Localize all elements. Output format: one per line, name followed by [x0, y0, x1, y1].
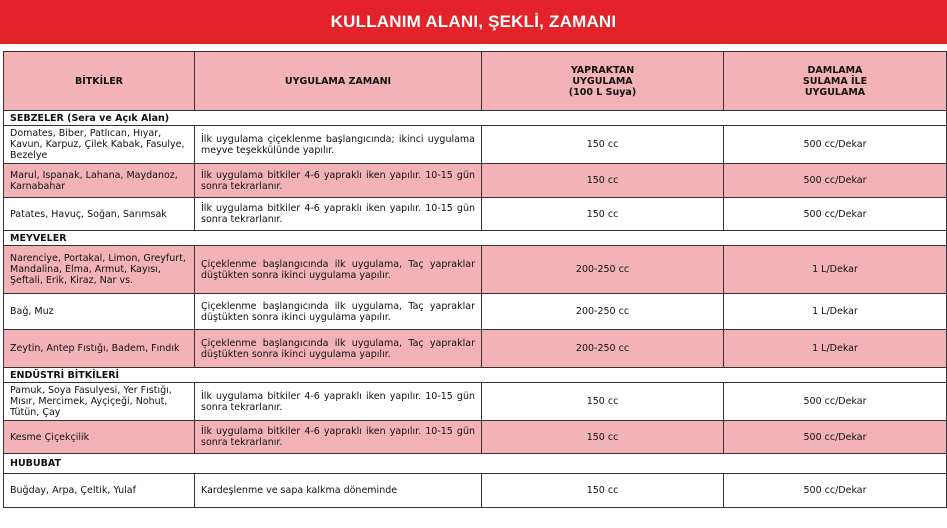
drip-dose-cell: 500 cc/Dekar: [724, 198, 947, 231]
table-row: [4, 474, 947, 508]
table-header-row: [4, 52, 947, 111]
header-leaf-line3: (100 L Suya): [568, 86, 637, 98]
leaf-dose-cell: 150 cc: [482, 164, 724, 198]
time-cell: İlk uygulama bitkiler 4-6 yapraklı iken yapılır. 10-15 gün sonra tekrarlanır.: [195, 198, 482, 231]
category-hububat: HUBUBAT: [4, 454, 947, 474]
table-row: [4, 126, 947, 164]
header-leaf-line1: YAPRAKTAN: [570, 64, 635, 76]
table-row: [4, 330, 947, 368]
table-row: [4, 246, 947, 294]
time-cell: İlk uygulama bitkiler 4-6 yapraklı iken yapılır. 10-15 gün sonra tekrarlanır.: [195, 383, 482, 421]
plants-cell: Marul, Ispanak, Lahana, Maydanoz, Karnabahar: [4, 164, 195, 198]
table-row: [4, 294, 947, 330]
time-cell: Çiçeklenme başlangıcında ilk uygulama, Taç yapraklar düştükten sonra ikinci uygulama yapılır.: [195, 246, 482, 294]
plants-cell: Pamuk, Soya Fasulyesi, Yer Fıstığı, Mısır, Mercimek, Ayçiçeği, Nohut, Tütün, Çay: [4, 383, 195, 421]
category-sebzeler: SEBZELER (Sera ve Açık Alan): [4, 111, 947, 126]
time-cell: Çiçeklenme başlangıcında ilk uygulama, Taç yapraklar düştükten sonra ikinci uygulama yapılır.: [195, 330, 482, 368]
category-endustri: ENDÜSTRİ BİTKİLERİ: [4, 368, 947, 383]
drip-dose-cell: 1 L/Dekar: [724, 294, 947, 330]
time-cell: Kardeşlenme ve sapa kalkma döneminde: [195, 474, 482, 508]
table-row: [4, 383, 947, 421]
category-row-hububat: [4, 454, 947, 474]
header-drip: [724, 52, 947, 111]
header-drip-line1: DAMLAMA: [807, 64, 863, 76]
drip-dose-cell: 500 cc/Dekar: [724, 164, 947, 198]
time-cell: İlk uygulama bitkiler 4-6 yapraklı iken yapılır. 10-15 gün sonra tekrarlanır.: [195, 421, 482, 454]
drip-dose-cell: 1 L/Dekar: [724, 330, 947, 368]
plants-cell: Narenciye, Portakal, Limon, Greyfurt, Mandalina, Elma, Armut, Kayısı, Şeftali, Erik, Kiraz, Nar vs.: [4, 246, 195, 294]
header-drip-line3: UYGULAMA: [804, 86, 866, 98]
drip-dose-cell: 500 cc/Dekar: [724, 383, 947, 421]
time-cell: Çiçeklenme başlangıcında ilk uygulama, Taç yapraklar düştükten sonra ikinci uygulama yapılır.: [195, 294, 482, 330]
plants-cell: Zeytin, Antep Fıstığı, Badem, Fındık: [4, 330, 195, 368]
time-cell: İlk uygulama bitkiler 4-6 yapraklı iken yapılır. 10-15 gün sonra tekrarlanır.: [195, 164, 482, 198]
header-leaf: [482, 52, 724, 111]
drip-dose-cell: 500 cc/Dekar: [724, 421, 947, 454]
table-row: [4, 198, 947, 231]
plants-cell: Bağ, Muz: [4, 294, 195, 330]
header-leaf-line2: UYGULAMA: [572, 75, 633, 87]
leaf-dose-cell: 150 cc: [482, 198, 724, 231]
category-meyveler: MEYVELER: [4, 231, 947, 246]
header-plants: BİTKİLER: [4, 52, 195, 111]
table-row: [4, 164, 947, 198]
leaf-dose-cell: 200-250 cc: [482, 294, 724, 330]
leaf-dose-cell: 200-250 cc: [482, 246, 724, 294]
leaf-dose-cell: 150 cc: [482, 421, 724, 454]
header-time: UYGULAMA ZAMANI: [195, 52, 482, 111]
plants-cell: Domates, Biber, Patlıcan, Hıyar, Kavun, Karpuz, Çilek Kabak, Fasulye, Bezelye: [4, 126, 195, 164]
drip-dose-cell: 500 cc/Dekar: [724, 474, 947, 508]
leaf-dose-cell: 150 cc: [482, 126, 724, 164]
drip-dose-cell: 500 cc/Dekar: [724, 126, 947, 164]
leaf-dose-cell: 150 cc: [482, 383, 724, 421]
leaf-dose-cell: 200-250 cc: [482, 330, 724, 368]
category-row-sebzeler: [4, 111, 947, 126]
plants-cell: Kesme Çiçekçilik: [4, 421, 195, 454]
category-row-endustri: [4, 368, 947, 383]
plants-cell: Buğday, Arpa, Çeltik, Yulaf: [4, 474, 195, 508]
header-drip-line2: SULAMA İLE: [802, 75, 868, 87]
plants-cell: Patates, Havuç, Soğan, Sarımsak: [4, 198, 195, 231]
time-cell: İlk uygulama çiçeklenme başlangıcında; ikinci uygulama meyve teşekkülünde yapılır.: [195, 126, 482, 164]
page-title: KULLANIM ALANI, ŞEKLİ, ZAMANI: [0, 0, 947, 44]
usage-table: [3, 51, 947, 508]
table-row: [4, 421, 947, 454]
drip-dose-cell: 1 L/Dekar: [724, 246, 947, 294]
leaf-dose-cell: 150 cc: [482, 474, 724, 508]
category-row-meyveler: [4, 231, 947, 246]
